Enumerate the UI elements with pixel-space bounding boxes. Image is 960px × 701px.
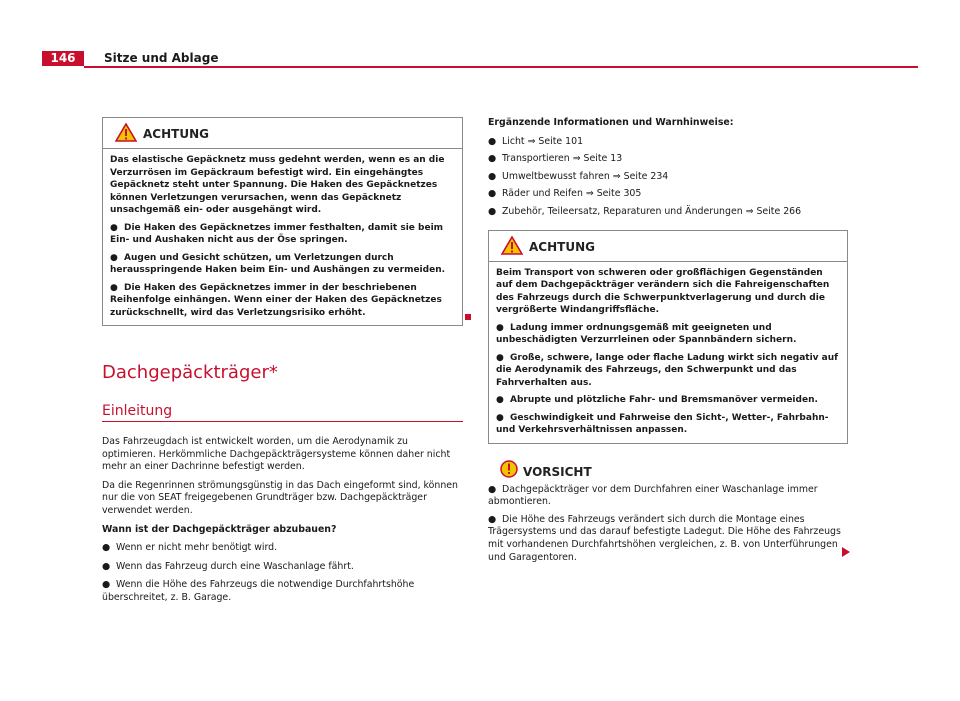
warning-box-roof-rack (488, 230, 848, 444)
warning-box-header (103, 118, 462, 149)
right-column (488, 117, 848, 569)
bullet-dot: ● (488, 188, 497, 200)
list-item (102, 579, 463, 604)
reference-text[interactable]: Umweltbewusst fahren ⇒ Seite 234 (502, 170, 669, 182)
bullet-dot: ● (102, 579, 111, 591)
list-item (102, 561, 463, 574)
paragraph: Da die Regenrinnen strömungsgünstig in das Dach eingeformt sind, können nur die von SEAT freigegebenen Grundträger bzw. Dachgepäckträger verwendet werden. (102, 479, 458, 516)
warning-bullet-text: Die Haken des Gepäcknetzes immer festhalten, damit sie beim Ein- und Aushaken nicht aus der Öse springen. (110, 222, 444, 245)
warning-box-header (489, 231, 847, 262)
info-title: Ergänzende Informationen und Warnhinweise: (488, 117, 734, 128)
warning-intro: Beim Transport von schweren oder großflächigen Gegenständen auf dem Dachgepäckträger verändern sich die Fahreigenschaften des Fahrzeugs durch die Schwerpunktverlagerung und durch die vergrößerte Windangriffsfläche. (496, 267, 830, 316)
warning-bullet-text: Die Haken des Gepäcknetzes immer in der beschriebenen Reihenfolge einhängen. Wenn einer der Haken des Gepäcknetzes zurückschnellt, wird das Verletzungsrisiko erhöht. (110, 282, 442, 318)
list-item-text: Wenn das Fahrzeug durch eine Waschanlage fährt. (116, 560, 354, 572)
bullet-dot: ● (488, 170, 497, 182)
question-heading: Wann ist der Dachgepäckträger abzubauen? (102, 523, 337, 535)
warning-title: ACHTUNG (143, 127, 209, 141)
subheading-divider (102, 421, 463, 422)
notice-bullet (488, 484, 848, 509)
warning-bullet (110, 252, 455, 277)
chapter-title: Sitze und Ablage (104, 51, 219, 65)
warning-box-body (103, 149, 462, 325)
warning-bullet (496, 412, 840, 437)
bullet-dot: ● (488, 205, 497, 217)
warning-box-body (489, 262, 847, 443)
intro-text (102, 436, 463, 611)
warning-bullet-text: Geschwindigkeit und Fahrweise den Sicht-, Wetter-, Fahrbahn- und Verkehrsverhältnissen anpassen. (496, 412, 829, 436)
list-item-text: Wenn er nicht mehr benötigt wird. (116, 542, 278, 554)
warning-bullet (496, 322, 840, 347)
notice-bullet (488, 514, 848, 564)
warning-bullet (496, 394, 840, 407)
section-subheading: Einleitung (102, 403, 173, 419)
exclamation-circle-icon (500, 460, 518, 478)
reference-link[interactable] (488, 153, 848, 166)
reference-text[interactable]: Zubehör, Teileersatz, Reparaturen und Änderungen ⇒ Seite 266 (502, 205, 802, 217)
notice-bullet-text: Die Höhe des Fahrzeugs verändert sich durch die Montage eines Trägersystems und das darauf befestigte Ladegut. Die Höhe des Fahrzeugs mit vorhandenen Durchfahrtshöhen vergleichen, z. B. von Unterführungen und Garagentoren. (488, 513, 841, 563)
warning-bullet-text: Große, schwere, lange oder flache Ladung wirkt sich negativ auf die Aerodynamik des Fahrzeugs, den Schwerpunkt und das Fahrverhalten aus. (496, 352, 839, 388)
bullet-dot: ● (488, 135, 497, 147)
notice-bullet-text: Dachgepäckträger vor dem Durchfahren einer Waschanlage immer abmontieren. (488, 483, 818, 508)
notice-header (488, 460, 848, 482)
bullet-dot: ● (496, 322, 504, 333)
reference-text[interactable]: Räder und Reifen ⇒ Seite 305 (502, 188, 642, 200)
warning-triangle-icon (501, 236, 523, 255)
bullet-dot: ● (102, 560, 111, 572)
warning-intro: Das elastische Gepäcknetz muss gedehnt werden, wenn es an die Verzurrösen im Gepäckraum befestigt wird. Ein eingehängtes Gepäcknetz steht unter Spannung. Die Haken des Gepäcknetzes können Verletzungen verursachen, wenn das Gepäcknetz unsachgemäß ein- oder ausgehängt wird. (110, 155, 445, 215)
left-column (102, 117, 463, 326)
reference-link[interactable] (488, 206, 848, 219)
bullet-dot: ● (496, 395, 504, 406)
reference-link[interactable] (488, 136, 848, 149)
warning-triangle-icon (115, 123, 137, 142)
paragraph: Das Fahrzeugdach ist entwickelt worden, um die Aerodynamik zu optimieren. Herkömmliche Dachgepäckträgersysteme können daher nicht mehr an einer Dachrinne befestigt werden. (102, 436, 451, 473)
warning-bullet-text: Ladung immer ordnungsgemäß mit geeigneten und unbeschädigten Verzurrleinen oder Spannbändern sichern. (496, 322, 797, 346)
reference-link[interactable] (488, 188, 848, 201)
bullet-dot: ● (496, 412, 504, 423)
warning-bullet (110, 222, 455, 247)
bullet-dot: ● (496, 352, 504, 363)
warning-bullet-text: Abrupte und plötzliche Fahr- und Bremsmanöver vermeiden. (510, 395, 818, 406)
list-item-text: Wenn die Höhe des Fahrzeugs die notwendige Durchfahrtshöhe überschreitet, z. B. Garage. (102, 579, 415, 603)
list-item (102, 542, 463, 555)
notice-title: VORSICHT (523, 464, 592, 479)
reference-text[interactable]: Transportieren ⇒ Seite 13 (502, 153, 623, 165)
bullet-dot: ● (102, 542, 111, 554)
page-number: 146 (42, 51, 84, 66)
arrow-right-icon[interactable] (842, 547, 850, 557)
bullet-dot: ● (110, 282, 118, 293)
bullet-dot: ● (110, 252, 118, 263)
notice-body (488, 484, 848, 565)
end-square-icon (465, 314, 471, 320)
section-heading: Dachgepäckträger* (102, 362, 278, 383)
header-divider (84, 66, 918, 68)
reference-text[interactable]: Licht ⇒ Seite 101 (502, 135, 584, 147)
warning-bullet-text: Augen und Gesicht schützen, um Verletzungen durch herausspringende Haken beim Ein- und Aushängen zu vermeiden. (110, 252, 446, 275)
warning-title: ACHTUNG (529, 239, 595, 254)
bullet-dot: ● (488, 153, 497, 165)
bullet-dot: ● (110, 222, 118, 233)
warning-bullet (110, 282, 455, 320)
reference-link[interactable] (488, 171, 848, 184)
bullet-dot: ● (488, 513, 497, 525)
warning-box-luggage-net (102, 117, 463, 326)
warning-bullet (496, 352, 840, 390)
notice-block (488, 460, 848, 565)
bullet-dot: ● (488, 483, 497, 495)
reference-list (488, 136, 848, 219)
